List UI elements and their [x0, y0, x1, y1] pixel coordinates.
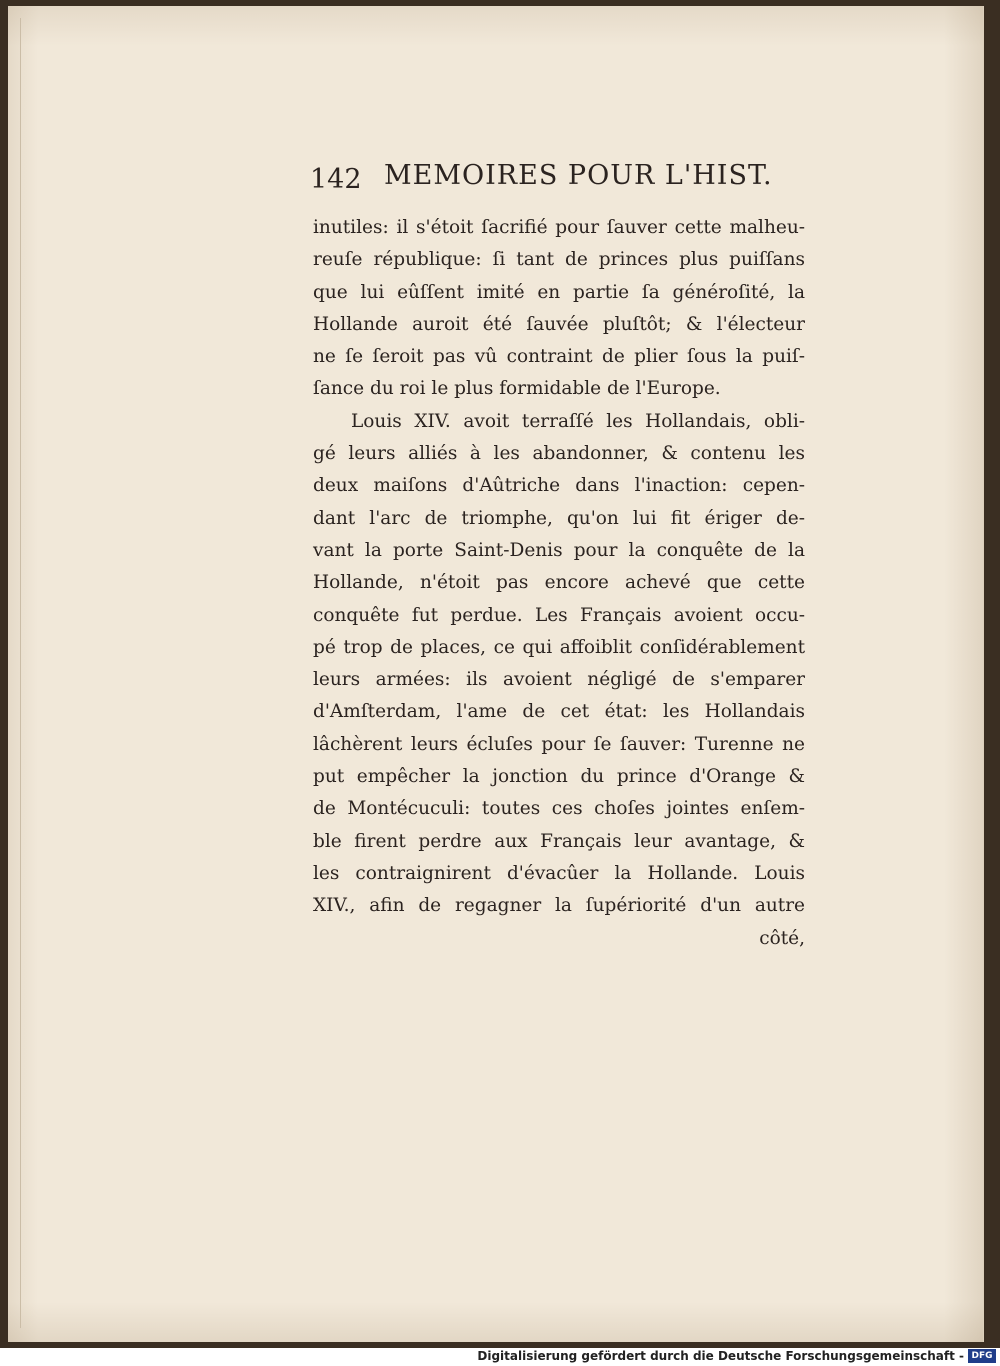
- catchword: côté,: [759, 927, 805, 949]
- text-line-13: conquête fut perdue. Les Français avoient occu-: [313, 604, 805, 626]
- page-number: 142: [310, 164, 362, 195]
- text-line-18: put empêcher la jonction du prince d'Orange &: [313, 766, 805, 788]
- text-line-21: les contraignirent d'évacûer la Hollande. Louis: [313, 862, 805, 884]
- text-line-20: ble firent perdre aux Français leur avantage, &: [313, 830, 805, 852]
- text-line-8: gé leurs alliés à les abandonner, & contenu les: [313, 443, 805, 465]
- text-line-17: lâchèrent leurs écluſes pour ſe ſauver: Turenne ne: [313, 733, 805, 755]
- text-line-2: reuſe république: ſi tant de princes plus puiſſans: [313, 249, 805, 271]
- digitization-credit: Digitalisierung gefördert durch die Deutsche Forschungsgemeinschaft -: [477, 1349, 964, 1363]
- body-text: [313, 212, 805, 955]
- page-edge: [982, 6, 984, 1342]
- dfg-logo-icon: DFG: [968, 1349, 996, 1363]
- text-line-1: inutiles: il s'étoit ſacrifié pour ſauver cette malheu-: [313, 217, 805, 238]
- text-line-7: Louis XIV. avoit terraſſé les Hollandais, obli-: [351, 410, 805, 432]
- text-line-3: que lui eûſſent imité en partie ſa généroſité, la: [313, 281, 805, 303]
- text-line-9: deux maiſons d'Aûtriche dans l'inaction: cepen-: [313, 475, 805, 497]
- text-line-5: ne ſe ſeroit pas vû contraint de plier ſous la puiſ-: [313, 346, 805, 368]
- page-gutter-edge: [20, 18, 21, 1328]
- text-line-16: d'Amſterdam, l'ame de cet état: les Hollandais: [313, 701, 805, 723]
- text-line-12: Hollande, n'étoit pas encore achevé que cette: [313, 572, 805, 594]
- text-line-14: pé trop de places, ce qui affoiblit conſidérablement: [313, 636, 805, 658]
- text-line-6: ſance du roi le plus formidable de l'Europe.: [313, 378, 721, 400]
- text-line-11: vant la porte Saint-Denis pour la conquête de la: [313, 539, 805, 561]
- page-header: [306, 158, 806, 198]
- text-line-10: dant l'arc de triomphe, qu'on lui fit ériger de-: [313, 507, 805, 529]
- text-line-4: Hollande auroit été ſauvée pluſtôt; & l'électeur: [313, 313, 805, 335]
- text-line-15: leurs armées: ils avoient négligé de s'emparer: [313, 669, 805, 691]
- text-line-19: de Montécuculi: toutes ces choſes jointes enſem-: [313, 798, 805, 820]
- running-title: MEMOIRES POUR L'HIST.: [384, 160, 773, 191]
- text-line-22: XIV., afin de regagner la ſupériorité d'un autre: [313, 895, 805, 917]
